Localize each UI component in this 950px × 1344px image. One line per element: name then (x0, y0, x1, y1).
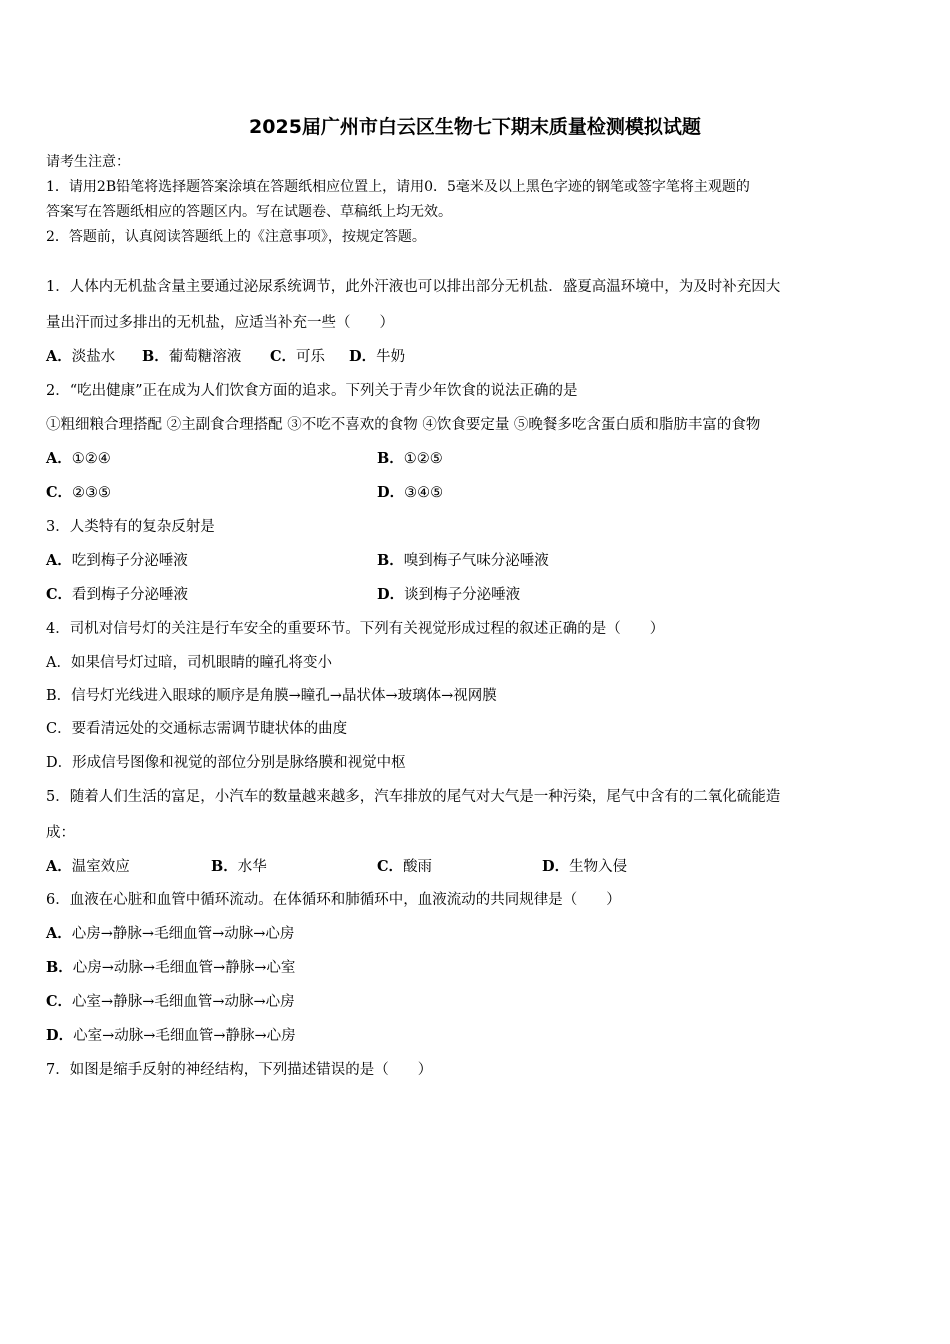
option-label: A． (46, 348, 72, 365)
question-2-items: ①粗细粮合理搭配 ②主副食合理搭配 ③不吃不喜欢的食物 ④饮食要定量 ⑤晚餐多吃含蛋白质和脂肪丰富的食物 (46, 417, 761, 433)
question-4-stem: 4．司机对信号灯的关注是行车安全的重要环节。下列有关视觉形成过程的叙述正确的是（ ） (46, 621, 665, 637)
option-label: D． (377, 484, 405, 501)
option-text: ①②⑤ (403, 451, 443, 467)
question-5-stem-line-1: 5．随着人们生活的富足，小汽车的数量越来越多，汽车排放的尾气对大气是一种污染，尾气中含有的二氧化硫能造 (46, 789, 781, 805)
option-label: C． (377, 858, 404, 875)
option-text: 嗅到梅子气味分泌唾液 (403, 553, 549, 569)
notice-item-1-line-2: 答案写在答题纸相应的答题区内。写在试题卷、草稿纸上均无效。 (46, 204, 452, 220)
option-label: B． (377, 450, 404, 467)
page-title: 2025届广州市白云区生物七下期末质量检测模拟试题 (249, 116, 701, 138)
question-4-option-c: C．要看清远处的交通标志需调节睫状体的曲度 (46, 721, 348, 737)
question-2-option-d (377, 483, 443, 503)
question-3-option-a (46, 551, 188, 571)
option-label: B． (377, 552, 404, 569)
option-label: D． (349, 348, 377, 365)
option-text: 酸雨 (403, 859, 433, 875)
question-1-option-a (46, 347, 115, 367)
option-text: 心房→静脉→毛细血管→动脉→心房 (71, 926, 295, 942)
option-label: A． (46, 552, 72, 569)
notice-heading: 请考生注意： (46, 154, 130, 170)
question-1-option-c (270, 347, 325, 367)
option-text: 心房→动脉→毛细血管→静脉→心室 (72, 960, 296, 976)
question-4-option-b: B．信号灯光线进入眼球的顺序是角膜→瞳孔→晶状体→玻璃体→视网膜 (46, 688, 497, 704)
question-3-stem: 3．人类特有的复杂反射是 (46, 519, 215, 535)
question-4-option-a: A．如果信号灯过暗，司机眼睛的瞳孔将变小 (46, 655, 332, 671)
option-label: A． (46, 450, 72, 467)
question-1-stem-line-2: 量出汗而过多排出的无机盐，应适当补充一些（ ） (46, 315, 394, 331)
question-5-option-d (542, 857, 627, 877)
option-text: 谈到梅子分泌唾液 (404, 587, 521, 603)
option-label: B． (46, 959, 73, 976)
option-text: 淡盐水 (71, 349, 116, 365)
question-6-option-b (46, 958, 295, 978)
question-5-option-a (46, 857, 130, 877)
question-7-stem: 7．如图是缩手反射的神经结构，下列描述错误的是（ ） (46, 1062, 433, 1078)
question-2-stem: 2．“吃出健康”正在成为人们饮食方面的追求。下列关于青少年饮食的说法正确的是 (46, 383, 578, 399)
question-5-stem-line-2: 成： (46, 825, 75, 841)
option-text: 生物入侵 (569, 859, 628, 875)
option-label: C． (270, 348, 297, 365)
question-6-option-a (46, 924, 294, 944)
question-4-option-d: D．形成信号图像和视觉的部位分别是脉络膜和视觉中枢 (46, 755, 406, 771)
notice-item-1-line-1: 1．请用2B铅笔将选择题答案涂填在答题纸相应位置上，请用0．5毫米及以上黑色字迹的钢笔或签字笔将主观题的 (46, 179, 750, 195)
option-text: 温室效应 (71, 859, 130, 875)
question-2-option-c (46, 483, 111, 503)
option-text: ③④⑤ (404, 485, 444, 501)
question-1-option-d (349, 347, 405, 367)
option-text: 水华 (237, 859, 267, 875)
option-label: C． (46, 993, 73, 1010)
question-6-stem: 6．血液在心脏和血管中循环流动。在体循环和肺循环中，血液流动的共同规律是（ ） (46, 892, 621, 908)
question-5-option-c (377, 857, 432, 877)
question-3-option-d (377, 585, 520, 605)
option-label: D． (542, 858, 570, 875)
question-6-option-d (46, 1026, 296, 1046)
option-text: 看到梅子分泌唾液 (72, 587, 189, 603)
question-1-option-b (142, 347, 241, 367)
option-text: 心室→动脉→毛细血管→静脉→心房 (73, 1028, 296, 1044)
option-label: B． (211, 858, 238, 875)
option-label: C． (46, 484, 73, 501)
option-label: D． (46, 1027, 74, 1044)
option-text: 吃到梅子分泌唾液 (71, 553, 188, 569)
question-3-option-c (46, 585, 188, 605)
option-label: C． (46, 586, 73, 603)
question-2-option-b (377, 449, 443, 469)
option-label: D． (377, 586, 405, 603)
option-text: ①②④ (71, 451, 111, 467)
option-label: A． (46, 858, 72, 875)
question-6-option-c (46, 992, 295, 1012)
notice-item-2: 2．答题前，认真阅读答题纸上的《注意事项》，按规定答题。 (46, 229, 426, 245)
option-text: 葡萄糖溶液 (168, 349, 242, 365)
option-text: 可乐 (296, 349, 326, 365)
question-5-option-b (211, 857, 267, 877)
question-3-option-b (377, 551, 549, 571)
question-2-option-a (46, 449, 111, 469)
option-label: B． (142, 348, 169, 365)
option-text: 心室→静脉→毛细血管→动脉→心房 (72, 994, 295, 1010)
option-label: A． (46, 925, 72, 942)
option-text: ②③⑤ (72, 485, 112, 501)
option-text: 牛奶 (376, 349, 406, 365)
question-1-stem-line-1: 1．人体内无机盐含量主要通过泌尿系统调节，此外汗液也可以排出部分无机盐．盛夏高温环境中，为及时补充因大 (46, 279, 781, 295)
